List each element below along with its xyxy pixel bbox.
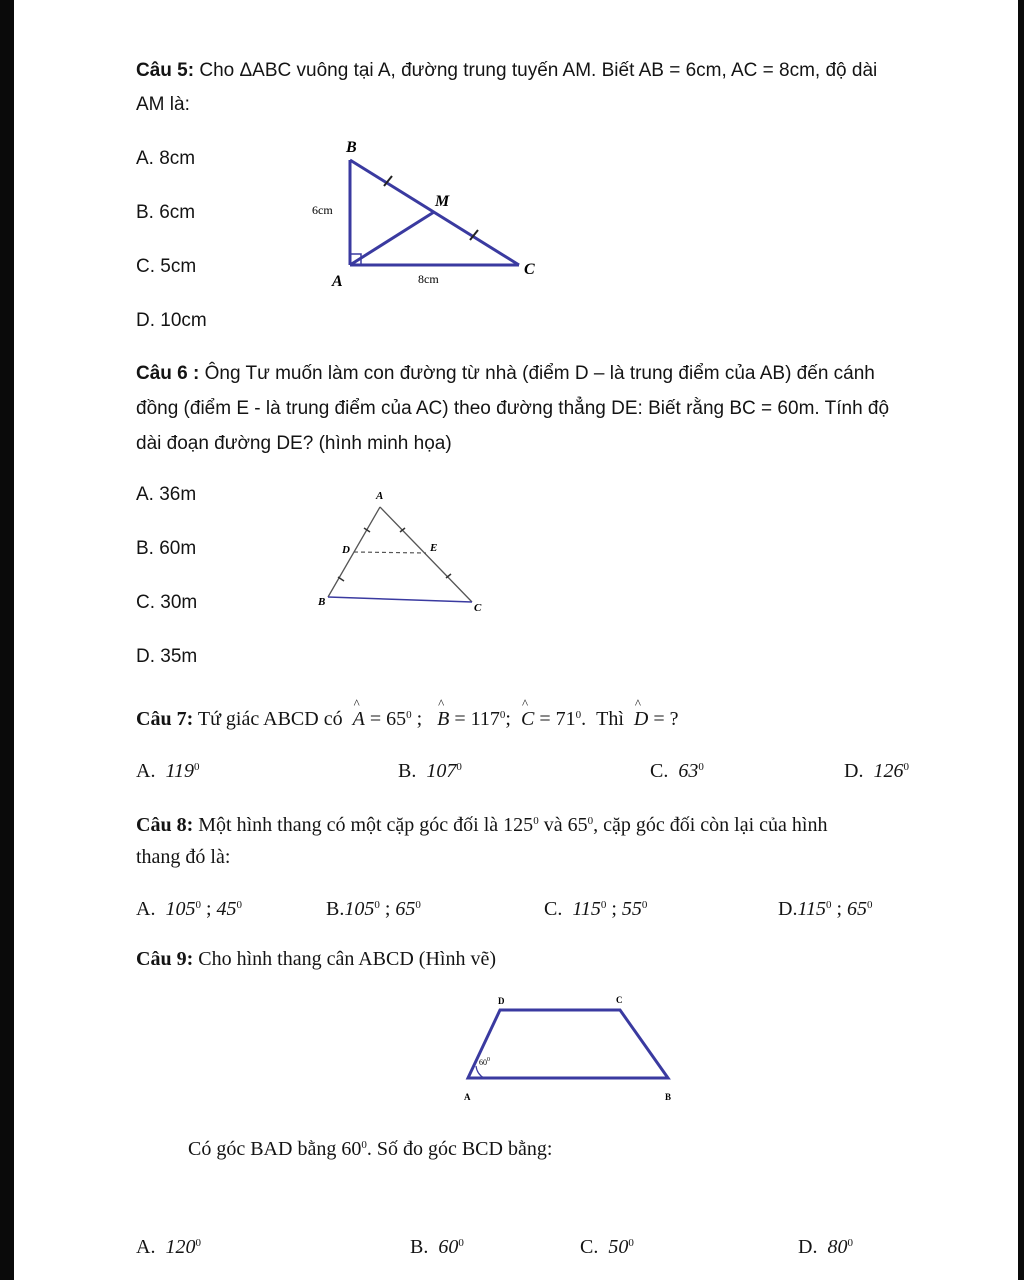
q7-option-b-deg: 0 xyxy=(456,761,462,773)
q6-label-b: B xyxy=(318,596,326,608)
q6-text-line3: dài đoạn đường DE? (hình minh họa) xyxy=(136,433,452,454)
q7-option-a-letter: A. xyxy=(136,760,156,782)
q9-label-b: B xyxy=(665,1092,672,1102)
q6-side-ac xyxy=(380,507,472,602)
q9-trapezoid-figure xyxy=(450,990,680,1110)
q7-angle-b-value: = 117 xyxy=(454,708,500,730)
q7-option-b[interactable] xyxy=(398,760,462,783)
q9-option-b-deg: 0 xyxy=(458,1237,464,1249)
q6-side-bc xyxy=(328,597,472,602)
q7-sep-2: ; xyxy=(505,708,511,730)
q9-label-a: A xyxy=(464,1092,471,1102)
q8-option-a-letter: A. xyxy=(136,898,156,920)
q7-option-a-value: 119 xyxy=(165,760,194,782)
q8-option-b-v1: 105 xyxy=(344,898,375,920)
q5-label-b: B xyxy=(346,139,357,156)
q8-option-b[interactable]: B.105$^0$ ; $65^0$ xyxy=(326,898,421,920)
q9-option-a-value: 120 xyxy=(165,1236,196,1258)
q8-option-d-letter: D. xyxy=(778,898,798,920)
q8-text-part1: Một hình thang có một cặp góc đối là 125 xyxy=(198,814,534,836)
q7-option-d[interactable] xyxy=(844,760,909,783)
q7-angle-d-letter: ^ D xyxy=(634,708,648,731)
q8-option-a-v1: 105 xyxy=(165,898,196,920)
q9-option-b-value: 60 xyxy=(438,1236,459,1258)
q5-label-c: C xyxy=(524,261,535,278)
document-page xyxy=(14,0,1018,1280)
q7-option-c[interactable] xyxy=(650,760,704,783)
q9-option-d-deg: 0 xyxy=(847,1237,853,1249)
q6-segment-de xyxy=(354,552,426,553)
q7-angle-a-value: = 65 xyxy=(369,708,407,730)
q7-option-c-value: 63 xyxy=(678,760,699,782)
q8-option-c-deg2: 0 xyxy=(641,899,648,911)
q8-option-a[interactable]: A. $105^0$ ; $45^0$ xyxy=(136,898,243,920)
q6-line1 xyxy=(136,363,875,385)
q7-deg-b: 0 xyxy=(499,709,506,721)
q9-text: Cho hình thang cân ABCD (Hình vẽ) xyxy=(198,948,496,970)
q9-option-c[interactable] xyxy=(580,1236,634,1259)
q8-option-b-deg1: 0 xyxy=(374,899,380,911)
q9-option-a-letter: A. xyxy=(136,1236,156,1258)
q6-label-c: C xyxy=(474,602,482,614)
q6-option-b[interactable]: B. 60m xyxy=(136,538,197,559)
q8-option-c[interactable]: C. $115^0$ ; $55^0$ xyxy=(544,898,648,920)
q6-label-d: D xyxy=(342,544,350,556)
q8-text-part2: và 65 xyxy=(538,814,588,836)
q5-label-m: M xyxy=(435,193,450,210)
q9-question-part1: Có góc BAD bằng 60 xyxy=(188,1138,362,1160)
q9-line1 xyxy=(136,948,496,971)
q9-option-c-deg: 0 xyxy=(628,1237,634,1249)
q8-option-d[interactable]: D.115$^0$ ; $65^0$ xyxy=(778,898,873,920)
q6-option-d[interactable]: D. 35m xyxy=(136,646,198,667)
q7-line1 xyxy=(136,708,679,731)
q9-option-a-deg: 0 xyxy=(195,1237,201,1249)
q8-label: Câu 8: xyxy=(136,814,194,836)
q9-angle-value: 60 xyxy=(479,1058,487,1067)
q7-option-d-letter: D. xyxy=(844,760,864,782)
q6-option-a[interactable]: A. 36m xyxy=(136,484,197,505)
q8-line1 xyxy=(136,814,827,837)
q5-option-d[interactable]: D. 10cm xyxy=(136,310,207,331)
q7-option-b-letter: B. xyxy=(398,760,417,782)
q8-option-a-deg1: 0 xyxy=(195,899,201,911)
q8-text-part3: , cặp góc đối còn lại của hình xyxy=(593,814,828,836)
q7-lead: Tứ giác ABCD có xyxy=(197,708,343,730)
q8-option-d-deg1: 0 xyxy=(825,899,832,911)
q9-option-d-letter: D. xyxy=(798,1236,818,1258)
q7-deg-c: 0 xyxy=(575,709,582,721)
q9-option-b[interactable] xyxy=(410,1236,464,1259)
q9-option-d[interactable] xyxy=(798,1236,853,1259)
q9-trapezoid-shape xyxy=(468,1010,668,1078)
q7-option-d-deg: 0 xyxy=(903,761,909,773)
q6-option-c[interactable]: C. 30m xyxy=(136,592,198,613)
q8-text-line2: thang đó là: xyxy=(136,846,231,868)
q8-option-b-letter: B. xyxy=(326,898,345,920)
q5-label: Câu 5: xyxy=(136,60,195,81)
q6-text-line1: Ông Tư muốn làm con đường từ nhà (điểm D – là trung điểm của AB) đến cánh xyxy=(204,363,875,384)
q5-option-c[interactable]: C. 5cm xyxy=(136,256,197,277)
q8-option-b-v2: 65 xyxy=(395,898,416,920)
q6-label-e: E xyxy=(430,542,438,554)
q7-option-c-letter: C. xyxy=(650,760,669,782)
q7-then: Thì xyxy=(596,708,624,730)
q8-option-c-v1: 115 xyxy=(572,898,601,920)
q9-label-d: D xyxy=(498,996,505,1006)
q7-angle-b-letter: ^ B xyxy=(437,708,449,731)
q8-deg-1: 0 xyxy=(533,815,539,827)
q5-median-am xyxy=(350,212,434,265)
q5-label-a: A xyxy=(332,273,343,290)
q5-text-line1: Cho ΔABC vuông tại A, đường trung tuyến AM. Biết AB = 6cm, AC = 8cm, độ dài xyxy=(199,60,878,81)
q8-option-d-deg2: 0 xyxy=(867,899,873,911)
q8-option-d-v1: 115 xyxy=(797,898,826,920)
q9-question-part2: . Số đo góc BCD bằng: xyxy=(366,1138,553,1160)
q7-angle-c-value: = 71 xyxy=(539,708,576,730)
q7-deg-a: 0 xyxy=(406,709,412,721)
q5-length-ab: 6cm xyxy=(312,203,333,217)
q6-label: Câu 6 : xyxy=(136,363,200,384)
q9-question xyxy=(188,1138,552,1161)
q5-length-ac: 8cm xyxy=(418,272,439,286)
q5-text-line2: AM là: xyxy=(136,94,190,115)
q7-angle-d-value: = ? xyxy=(653,708,679,730)
q5-option-b[interactable]: B. 6cm xyxy=(136,202,196,223)
q8-option-a-deg2: 0 xyxy=(236,899,243,911)
q7-angle-a-letter: ^ A xyxy=(353,708,365,731)
q7-label: Câu 7: xyxy=(136,708,194,730)
q8-option-a-v2: 45 xyxy=(216,898,237,920)
q9-option-b-letter: B. xyxy=(410,1236,429,1258)
q9-question-deg: 0 xyxy=(361,1139,367,1151)
q9-label: Câu 9: xyxy=(136,948,194,970)
q7-option-d-value: 126 xyxy=(873,760,904,782)
q7-option-a[interactable] xyxy=(136,760,199,783)
q7-option-a-deg: 0 xyxy=(193,761,200,773)
q6-text-line2: đồng (điểm E - là trung điểm của AC) theo đường thẳng DE: Biết rằng BC = 60m. Tính độ xyxy=(136,398,890,419)
q9-label-c: C xyxy=(616,995,623,1005)
q5-triangle-figure xyxy=(284,130,554,295)
q8-option-c-letter: C. xyxy=(544,898,563,920)
q8-deg-2: 0 xyxy=(587,815,594,827)
q7-sep-1: ; xyxy=(416,708,423,730)
q8-option-d-v2: 65 xyxy=(847,898,868,920)
q9-option-c-value: 50 xyxy=(608,1236,629,1258)
q9-angle-deg: 0 xyxy=(487,1057,490,1063)
q5-line1 xyxy=(136,60,877,82)
q8-option-c-v2: 55 xyxy=(621,898,642,920)
q9-option-d-value: 80 xyxy=(827,1236,848,1258)
q5-option-a[interactable]: A. 8cm xyxy=(136,148,196,169)
q7-option-b-value: 107 xyxy=(426,760,457,782)
q9-option-c-letter: C. xyxy=(580,1236,599,1258)
q9-option-a[interactable] xyxy=(136,1236,201,1259)
q9-angle-label xyxy=(479,1057,490,1067)
q7-angle-c-letter: ^ C xyxy=(521,708,534,731)
q8-option-c-deg1: 0 xyxy=(600,899,607,911)
q9-angle-arc xyxy=(476,1066,484,1078)
q6-label-a: A xyxy=(376,490,384,502)
q6-triangle-figure xyxy=(304,485,504,615)
q7-option-c-deg: 0 xyxy=(698,761,704,773)
q8-option-b-deg2: 0 xyxy=(415,899,421,911)
q7-end: . xyxy=(581,708,587,730)
